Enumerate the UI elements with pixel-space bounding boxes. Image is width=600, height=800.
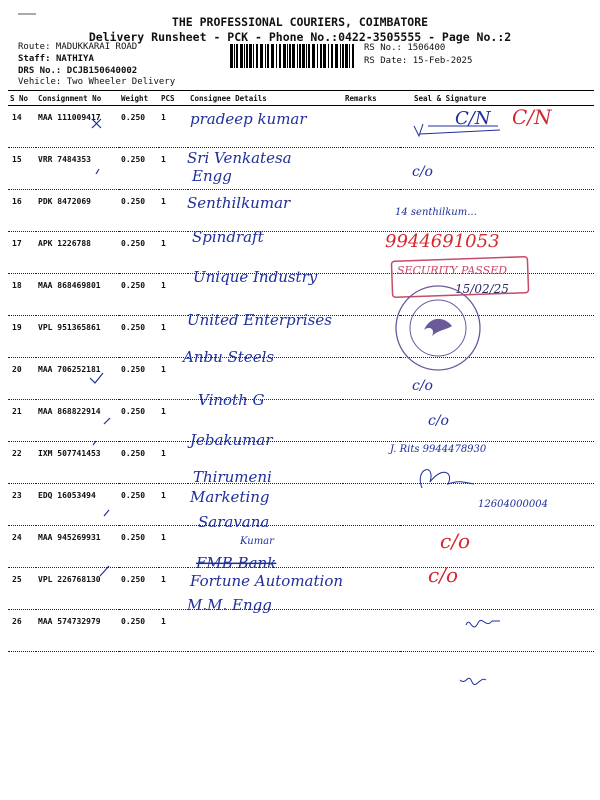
cell-consignee-details <box>188 526 343 568</box>
table-row <box>8 568 594 610</box>
cell-pcs: 1 <box>159 568 188 610</box>
consignee-hw-16: Senthilkumar <box>187 194 291 212</box>
cell-weight: 0.250 <box>119 232 159 274</box>
consignee-hw-21: Vinoth G <box>198 391 265 409</box>
cell-seal-signature <box>400 526 594 568</box>
cell-remarks <box>343 610 400 652</box>
signature-22: J. Rits 9944478930 <box>390 444 487 455</box>
col-header-seal-signature: Seal & Signature <box>400 91 594 106</box>
cell-pcs: 1 <box>159 400 188 442</box>
drs-label: DRS No.: <box>18 66 62 76</box>
cell-sno: 25 <box>8 568 36 610</box>
signature-16: 14 senthilkum... <box>395 207 477 218</box>
cell-pcs: 1 <box>159 232 188 274</box>
cell-consignee-details <box>188 484 343 526</box>
cell-consignment-no: MAA 868469801 <box>36 274 119 316</box>
stamp-date: 15/02/25 <box>455 282 509 296</box>
consignee-hw-22: Jebakumar <box>190 431 273 449</box>
cell-seal-signature <box>400 316 594 358</box>
signature-14: C/N <box>455 108 491 129</box>
signature-scribble-bottom <box>460 678 486 684</box>
consignee-hw-14: pradeep kumar <box>190 110 307 128</box>
consignee-hw-19: United Enterprises <box>187 311 332 329</box>
runsheet-table <box>8 90 594 652</box>
staff-label: Staff: <box>18 54 51 64</box>
cell-consignee-details <box>188 610 343 652</box>
cell-consignment-no: MAA 111009417 <box>36 106 119 148</box>
cell-pcs: 1 <box>159 442 188 484</box>
drs-value: DCJB150640002 <box>66 66 138 76</box>
col-header-sno: S No <box>8 91 36 106</box>
cell-sno: 17 <box>8 232 36 274</box>
consignee-hw-24b: Kumar <box>240 536 274 547</box>
cell-consignment-no: EDQ 16053494 <box>36 484 119 526</box>
cell-consignment-no: IXM 507741453 <box>36 442 119 484</box>
cell-weight: 0.250 <box>119 610 159 652</box>
cell-consignee-details <box>188 400 343 442</box>
cell-weight: 0.250 <box>119 106 159 148</box>
consignee-hw-18: Unique Industry <box>193 268 318 286</box>
cell-consignment-no: PDK 8472069 <box>36 190 119 232</box>
company-title: THE PROFESSIONAL COURIERS, COIMBATORE <box>171 15 429 29</box>
cell-consignment-no: APK 1226788 <box>36 232 119 274</box>
cell-consignment-no: MAA 706252181 <box>36 358 119 400</box>
signature-24-red: c/o <box>440 529 470 553</box>
cell-remarks <box>343 484 400 526</box>
cell-weight: 0.250 <box>119 526 159 568</box>
cell-consignee-details <box>188 442 343 484</box>
cell-remarks <box>343 568 400 610</box>
table-row <box>8 190 594 232</box>
consignee-hw-23a: Thirumeni <box>193 468 272 486</box>
consignee-hw-26: M.M. Engg <box>187 596 272 614</box>
cell-weight: 0.250 <box>119 568 159 610</box>
table-row <box>8 526 594 568</box>
consignee-hw-15a: Sri Venkatesa <box>187 149 292 167</box>
table-row <box>8 610 594 652</box>
cell-consignment-no: VPL 226768130 <box>36 568 119 610</box>
rs-date: RS Date: 15-Feb-2025 <box>364 56 473 66</box>
cell-seal-signature <box>400 148 594 190</box>
signature-17-red: 9944691053 <box>385 231 500 252</box>
table-row <box>8 358 594 400</box>
cell-remarks <box>343 190 400 232</box>
table-header-row <box>8 91 594 106</box>
cell-weight: 0.250 <box>119 442 159 484</box>
cell-consignee-details <box>188 148 343 190</box>
cell-consignment-no: VRR 7484353 <box>36 148 119 190</box>
cell-consignee-details <box>188 316 343 358</box>
consignee-hw-25a: FMB Bank <box>196 554 277 572</box>
cell-weight: 0.250 <box>119 316 159 358</box>
cell-remarks <box>343 232 400 274</box>
cell-weight: 0.250 <box>119 190 159 232</box>
signature-21: c/o <box>428 413 449 429</box>
cell-consignment-no: MAA 574732979 <box>36 610 119 652</box>
cell-consignment-no: VPL 951365861 <box>36 316 119 358</box>
col-header-remarks: Remarks <box>343 91 400 106</box>
cell-sno: 23 <box>8 484 36 526</box>
cell-remarks <box>343 148 400 190</box>
signature-14-red: C/N <box>512 105 552 129</box>
cell-remarks <box>343 526 400 568</box>
cell-remarks <box>343 316 400 358</box>
cell-remarks <box>343 274 400 316</box>
cell-sno: 19 <box>8 316 36 358</box>
vehicle-text: Vehicle: Two Wheeler Delivery <box>18 77 176 87</box>
cell-consignee-details <box>188 274 343 316</box>
cell-pcs: 1 <box>159 316 188 358</box>
cell-consignment-no: MAA 868822914 <box>36 400 119 442</box>
cell-remarks <box>343 442 400 484</box>
consignee-hw-23b: Marketing <box>190 488 270 506</box>
cell-seal-signature <box>400 232 594 274</box>
runsheet-title: Delivery Runsheet - PCK - Phone No.:0422-3505555 - Page No.:2 <box>88 30 512 44</box>
cell-sno: 21 <box>8 400 36 442</box>
col-header-pcs: PCS <box>159 91 188 106</box>
cell-seal-signature <box>400 274 594 316</box>
cell-remarks <box>343 400 400 442</box>
cell-remarks <box>343 358 400 400</box>
cell-consignee-details <box>188 106 343 148</box>
cell-consignee-details <box>188 568 343 610</box>
cell-seal-signature <box>400 568 594 610</box>
col-header-consignment: Consignment No <box>36 91 119 106</box>
table-row <box>8 232 594 274</box>
col-header-weight: Weight <box>119 91 159 106</box>
cell-pcs: 1 <box>159 274 188 316</box>
table-row <box>8 484 594 526</box>
barcode <box>230 44 355 68</box>
cell-consignee-details <box>188 358 343 400</box>
stamp-title: SECURITY PASSED <box>397 264 508 277</box>
cell-pcs: 1 <box>159 526 188 568</box>
cell-weight: 0.250 <box>119 274 159 316</box>
cell-sno: 14 <box>8 106 36 148</box>
signature-23: 12604000004 <box>478 499 548 510</box>
consignee-hw-25b: Fortune Automation <box>190 572 344 590</box>
cell-pcs: 1 <box>159 106 188 148</box>
cell-pcs: 1 <box>159 358 188 400</box>
cell-seal-signature <box>400 442 594 484</box>
consignee-hw-20: Anbu Steels <box>183 348 275 366</box>
cell-sno: 15 <box>8 148 36 190</box>
table-row <box>8 316 594 358</box>
consignee-hw-17: Spindraft <box>192 228 264 246</box>
cell-seal-signature <box>400 400 594 442</box>
route-text: Route: MADUKKARAI ROAD <box>18 42 138 52</box>
cell-sno: 26 <box>8 610 36 652</box>
staff-text <box>18 54 94 64</box>
cell-seal-signature <box>400 358 594 400</box>
table-row <box>8 106 594 148</box>
cell-sno: 16 <box>8 190 36 232</box>
cell-seal-signature <box>400 484 594 526</box>
cell-weight: 0.250 <box>119 400 159 442</box>
signature-25-red: c/o <box>428 563 458 587</box>
cell-remarks <box>343 106 400 148</box>
drs-text <box>18 66 137 76</box>
consignee-hw-24a: Saravana <box>198 513 270 531</box>
cell-consignee-details <box>188 190 343 232</box>
cell-sno: 24 <box>8 526 36 568</box>
cell-weight: 0.250 <box>119 484 159 526</box>
table-row <box>8 400 594 442</box>
signature-20: c/o <box>412 378 433 394</box>
cell-pcs: 1 <box>159 484 188 526</box>
table-row <box>8 148 594 190</box>
cell-weight: 0.250 <box>119 358 159 400</box>
cell-pcs: 1 <box>159 148 188 190</box>
consignee-hw-15b: Engg <box>192 167 232 185</box>
cell-sno: 22 <box>8 442 36 484</box>
cell-seal-signature <box>400 106 594 148</box>
table-row <box>8 274 594 316</box>
cell-sno: 18 <box>8 274 36 316</box>
signature-15: c/o <box>412 164 433 180</box>
cell-consignment-no: MAA 945269931 <box>36 526 119 568</box>
cell-consignee-details <box>188 232 343 274</box>
table-row <box>8 442 594 484</box>
cell-seal-signature <box>400 610 594 652</box>
cell-sno: 20 <box>8 358 36 400</box>
cell-weight: 0.250 <box>119 148 159 190</box>
staff-value: NATHIYA <box>55 54 94 64</box>
cell-pcs: 1 <box>159 610 188 652</box>
cell-pcs: 1 <box>159 190 188 232</box>
col-header-consignee: Consignee Details <box>188 91 343 106</box>
cell-seal-signature <box>400 190 594 232</box>
rs-number: RS No.: 1506400 <box>364 43 446 53</box>
